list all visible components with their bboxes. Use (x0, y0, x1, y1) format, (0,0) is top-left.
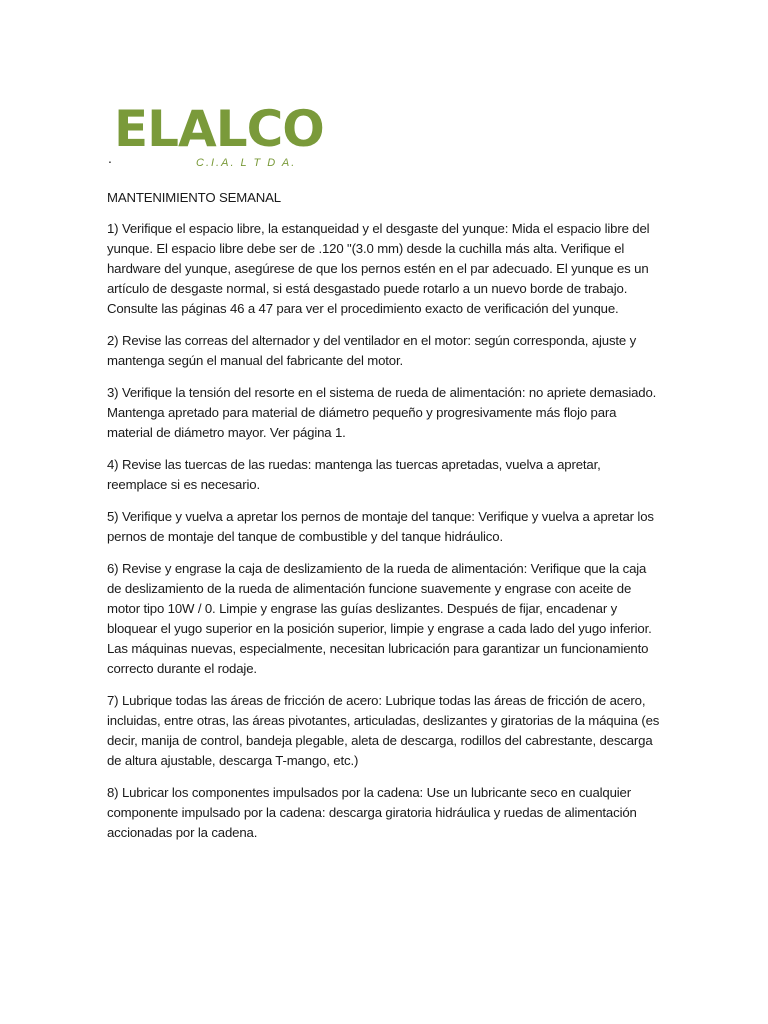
logo-subtitle: C.I.A. L T D A. (196, 157, 297, 169)
paragraph-4: 4) Revise las tuercas de las ruedas: mantenga las tuercas apretadas, vuelva a apretar, reemplace si es necesario. (107, 457, 601, 492)
paragraph-6: 6) Revise y engrase la caja de deslizamiento de la rueda de alimentación: Verifique que la caja de deslizamiento de la rueda de alimentación funcione suavemente y engrase con aceite de motor tipo 10W / 0. Limpie y engrase las guías deslizantes. Después de fijar, encadenar y bloquear el yugo superior en la posición superior, limpie y engrase a cada lado del yugo inferior. Las máquinas nuevas, especialmente, necesitan lubricación para garantizar un funcionamiento correcto durante el rodaje. (107, 561, 652, 676)
elalco-logo (112, 96, 372, 176)
paragraph-8: 8) Lubricar los componentes impulsados por la cadena: Use un lubricante seco en cualquier componente impulsado por la cadena: descarga giratoria hidráulica y ruedas de alimentación accionadas por la cadena. (107, 785, 637, 840)
stray-mark: . (108, 150, 112, 166)
logo-wordmark: ELALCO (114, 100, 324, 158)
logo-graphic (112, 96, 372, 176)
paragraph-3: 3) Verifique la tensión del resorte en el sistema de rueda de alimentación: no apriete demasiado. Mantenga apretado para material de diámetro pequeño y progresivamente más flojo para material de diámetro mayor. Ver página 1. (107, 385, 657, 440)
document-title: MANTENIMIENTO SEMANAL (107, 190, 281, 205)
paragraph-5: 5) Verifique y vuelva a apretar los pernos de montaje del tanque: Verifique y vuelva a apretar los pernos de montaje del tanque de combustible y del tanque hidráulico. (107, 509, 654, 544)
paragraph-2: 2) Revise las correas del alternador y del ventilador en el motor: según corresponda, ajuste y mantenga según el manual del fabricante del motor. (107, 333, 637, 368)
paragraph-7: 7) Lubrique todas las áreas de fricción de acero: Lubrique todas las áreas de fricción de acero, incluidas, entre otras, las áreas pivotantes, articuladas, deslizantes y giratorias de la máquina (es decir, manija de control, bandeja plegable, aleta de descarga, rodillos del cabrestante, descarga de altura ajustable, descarga T-mango, etc.) (107, 693, 660, 768)
document-body (107, 188, 663, 855)
paragraph-1: 1) Verifique el espacio libre, la estanqueidad y el desgaste del yunque: Mida el espacio libre del yunque. El espacio libre debe ser de .120 "(3.0 mm) desde la cuchilla más alta. Verifique el hardware del yunque, asegúrese de que los pernos estén en el par adecuado. El yunque es un artículo de desgaste normal, si está desgastado puede rotarlo a un nuevo borde de trabajo. Consulte las páginas 46 a 47 para ver el procedimiento exacto de verificación del yunque. (107, 221, 650, 316)
